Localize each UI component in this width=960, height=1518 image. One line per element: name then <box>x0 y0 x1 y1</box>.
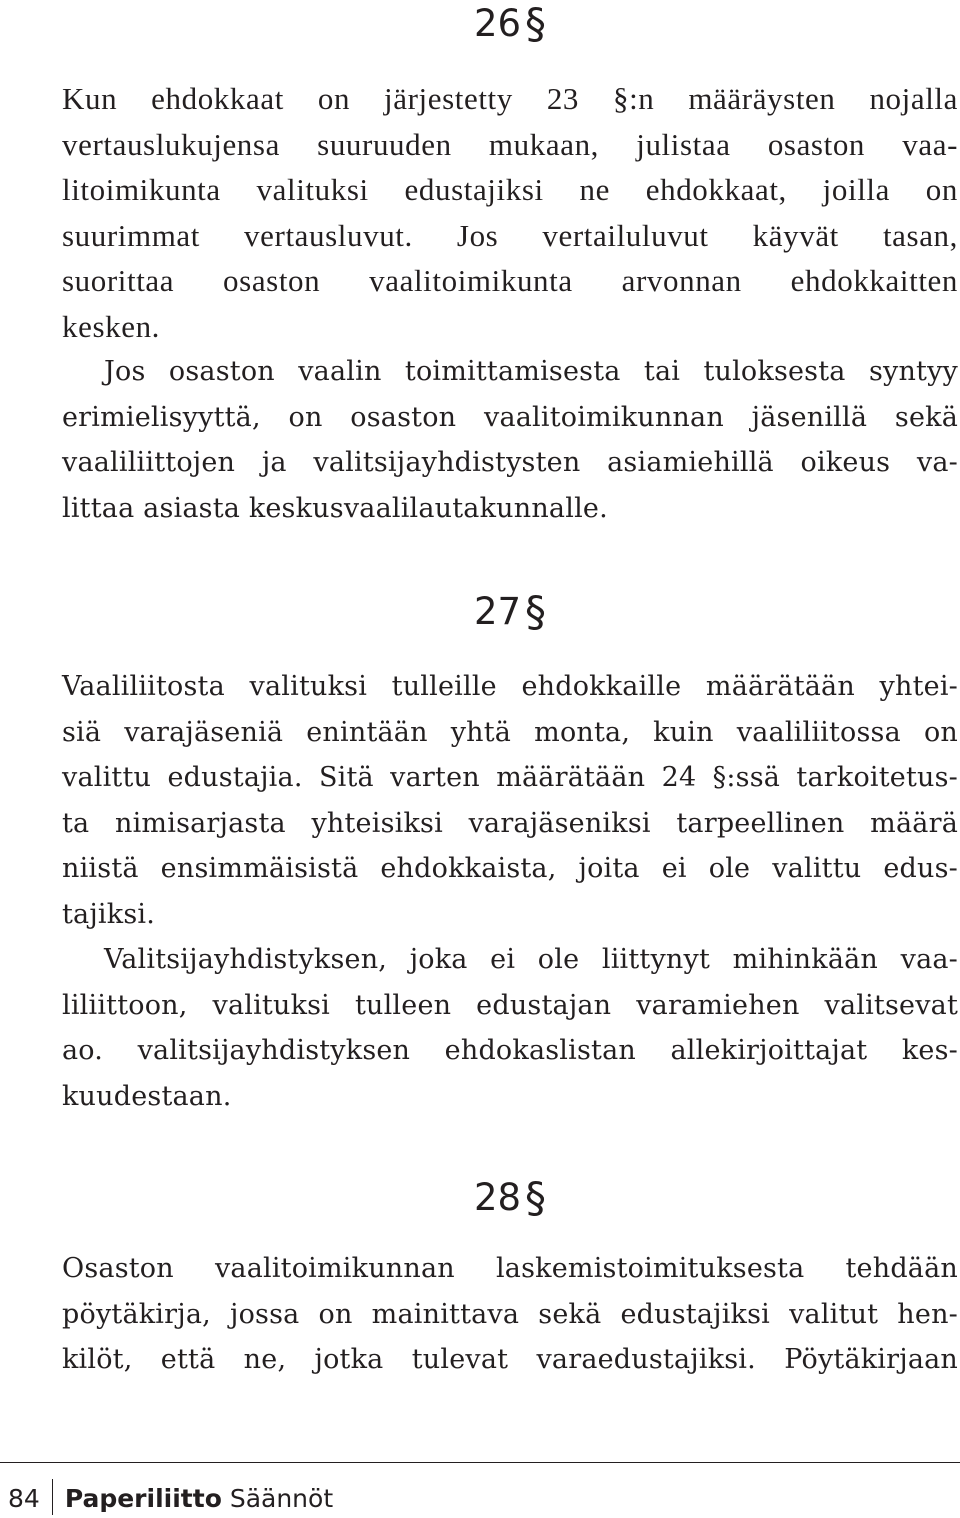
section-number: 28 <box>473 1176 522 1219</box>
text-line: vertauslukujensa suuruuden mukaan, julistaa osaston vaa- <box>62 126 958 162</box>
section-heading-28 <box>0 1173 960 1222</box>
section-heading-27 <box>0 587 960 636</box>
paragraph-26-1 <box>62 76 958 349</box>
text-line: kesken. <box>62 308 161 344</box>
section-number: 27 <box>473 590 522 633</box>
text-line: littaa asiasta keskusvaalilautakunnalle. <box>62 492 608 524</box>
text-line: valittu edustajia. Sitä varten määrätään 24 §:ssä tarkoitetus- <box>62 762 958 793</box>
section-number: 26 <box>473 2 522 45</box>
text-line: erimielisyyttä, on osaston vaalitoimikunnan jäsenillä sekä <box>62 401 958 433</box>
paragraph-26-2 <box>62 349 958 531</box>
section-heading-26 <box>0 0 960 48</box>
text-line: ao. valitsijayhdistyksen ehdokaslistan allekirjoittajat kes- <box>62 1035 958 1066</box>
paragraph-27-2 <box>62 937 958 1119</box>
footer-rule <box>0 1462 960 1463</box>
page-number: 84 <box>8 1484 40 1513</box>
text-line: kuudestaan. <box>62 1080 232 1112</box>
document-title: Säännöt <box>229 1484 334 1513</box>
page-footer <box>8 1482 333 1518</box>
text-line: Osaston vaalitoimikunnan laskemistoimituksesta tehdään <box>62 1253 958 1284</box>
text-line: Jos osaston vaalin toimittamisesta tai tuloksesta syntyy <box>104 356 958 387</box>
section-sign: § <box>525 1173 547 1222</box>
text-line: niistä ensimmäisistä ehdokkaista, joita ei ole valittu edus- <box>62 853 958 884</box>
publisher-name: Paperiliitto <box>64 1484 222 1513</box>
text-line: pöytäkirja, jossa on mainittava sekä edustajiksi valitut hen- <box>62 1298 958 1330</box>
text-line: Valitsijayhdistyksen, joka ei ole liittynyt mihinkään vaa- <box>104 944 958 975</box>
text-line: ta nimisarjasta yhteisiksi varajäseniksi tarpeellinen määrä <box>62 807 958 839</box>
text-line: tajiksi. <box>62 898 155 930</box>
text-line: Vaaliliitosta valituksi tulleille ehdokkaille määrätään yhtei- <box>62 671 958 702</box>
paragraph-27-1 <box>62 664 958 937</box>
text-line: siä varajäseniä enintään yhtä monta, kuin vaaliliitossa on <box>62 716 958 748</box>
text-line: vaaliliittojen ja valitsijayhdistysten asiamiehillä oikeus va- <box>62 447 958 478</box>
footer-divider <box>52 1479 53 1515</box>
text-line: kilöt, että ne, jotka tulevat varaedustajiksi. Pöytäkirjaan <box>62 1344 958 1375</box>
text-line: suorittaa osaston vaalitoimikunta arvonnan ehdokkaitten <box>62 263 958 298</box>
text-line: litoimikunta valituksi edustajiksi ne ehdokkaat, joilla on <box>62 172 958 207</box>
text-line: Kun ehdokkaat on järjestetty 23 §:n määräysten nojalla <box>62 81 958 116</box>
text-line: liliittoon, valituksi tulleen edustajan varamiehen valitsevat <box>62 989 958 1021</box>
section-sign: § <box>525 587 547 636</box>
section-sign: § <box>525 0 547 48</box>
paragraph-28-1 <box>62 1246 958 1383</box>
text-line: suurimmat vertausluvut. Jos vertailuluvut käyvät tasan, <box>62 217 958 253</box>
